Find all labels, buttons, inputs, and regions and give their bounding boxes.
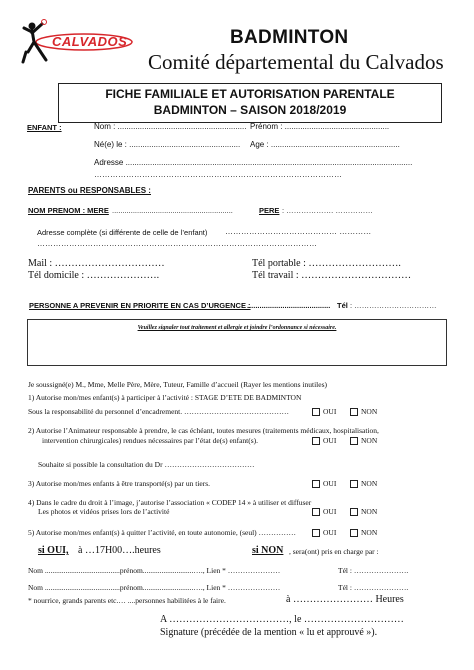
tel-domicile-field[interactable]: Tél domicile : ………………….: [28, 270, 160, 281]
pickup-row2-field[interactable]: Nom ........................................prénom...........................…., Lien * …………………: [28, 583, 281, 592]
form-title-line1: FICHE FAMILIALE ET AUTORISATION PARENTALE: [105, 87, 395, 101]
mere-field[interactable]: ..........................................................: [112, 206, 233, 215]
item5-non-checkbox[interactable]: NON: [350, 528, 377, 537]
pickup-row2-tel-field[interactable]: Tél : ………………….: [338, 583, 409, 592]
footnote-text: * nourrice, grands parents etc.… ....personnes habilitées à le faire.: [28, 596, 226, 605]
pickup-row1-field[interactable]: Nom ........................................prénom...........................…., Lien * …………………: [28, 566, 281, 575]
urgence-tel-field[interactable]: : ……………………………: [350, 301, 437, 310]
signature-label: Signature (précédée de la mention « lu et approuvé »).: [160, 627, 378, 638]
item1-text: 1) Autorise mon/mes enfant(s) à participer à l’activité : STAGE D’ETE DE BADMINTON: [28, 393, 302, 402]
adresse-complete-label: Adresse complète (si différente de celle de l’enfant): [37, 228, 208, 237]
item3-non-checkbox[interactable]: NON: [350, 479, 377, 488]
parents-address-field[interactable]: …………………………………… …………: [225, 227, 372, 236]
page-subtitle: Comité départemental du Calvados: [148, 50, 444, 74]
parents-label: PARENTS ou RESPONSABLES :: [28, 186, 151, 195]
enfant-label: ENFANT :: [27, 123, 62, 132]
autorisation-intro: Je soussigné(e) M., Mme, Melle Père, Mère, Tuteur, Famille d’accueil (Rayer les mentions inutiles): [28, 380, 328, 389]
form-title-line2: BADMINTON – SAISON 2018/2019: [153, 103, 347, 117]
pere-label: PERE: [259, 206, 280, 215]
enfant-address-line2[interactable]: …………………………………………………………………………………: [94, 170, 342, 179]
item2-oui-checkbox[interactable]: OUI: [312, 436, 336, 445]
item2b-text: intervention chirurgicales) rendues nécessaires par l’état de(s) enfant(s).: [42, 436, 259, 445]
traitement-box[interactable]: [27, 319, 447, 366]
item1b-text: Sous la responsabilité du personnel d’encadrement. ……………………………………: [28, 407, 289, 416]
si-oui-label: si OUI,: [38, 545, 69, 556]
item2c-text: Souhaite si possible la consultation du Dr ………………………………: [38, 460, 255, 469]
calvados-logo: [20, 18, 140, 70]
enfant-birthdate-field[interactable]: Né(e) le : ..................................................: [94, 140, 241, 149]
traitement-note: Veuillez signaler tout traitement et allergie et joindre l’ordonnance si nécessaire.: [137, 325, 337, 331]
item4-text: 4) Dans le cadre du droit à l’image, j’autorise l’association « CODEP 14 » à utiliser et diffuser: [28, 498, 312, 507]
enfant-address-field[interactable]: Adresse .................................................................................................................................: [94, 158, 413, 167]
enfant-prenom-field[interactable]: Prénom : ...............................................: [250, 122, 390, 131]
item2-text: 2) Autorise l’Animateur responsable à prendre, le cas échéant, toutes mesures (traitements médicaux, hospitalisation,: [28, 426, 379, 435]
enfant-nom-field[interactable]: Nom : ..........................................................: [94, 122, 247, 131]
nom-prenom-mere-label: NOM PRENOM : MERE: [28, 206, 109, 215]
pickup-row1-tel-field[interactable]: Tél : ………………….: [338, 566, 409, 575]
enfant-age-field[interactable]: Age : ..........................................................: [250, 140, 400, 149]
item4-oui-checkbox[interactable]: OUI: [312, 507, 336, 516]
item1-oui-checkbox[interactable]: OUI: [312, 407, 336, 416]
item5-oui-checkbox[interactable]: OUI: [312, 528, 336, 537]
urgence-name-field[interactable]: ........................................: [247, 301, 331, 310]
page-title: BADMINTON: [230, 27, 349, 48]
tel-portable-field[interactable]: Tél portable : ……………………….: [252, 258, 401, 269]
form-title-frame: [58, 83, 442, 123]
item2-non-checkbox[interactable]: NON: [350, 436, 377, 445]
urgence-tel-label: Tél: [337, 301, 348, 310]
si-oui-heure-field[interactable]: à …17H00….heures: [78, 545, 161, 556]
item4b-text: Les photos et vidéos prises lors de l’activité: [38, 507, 170, 516]
pere-field[interactable]: : ………………. ……………: [282, 206, 373, 215]
si-non-label: si NON: [252, 545, 284, 556]
tel-travail-field[interactable]: Tél travail : ……………………………: [252, 270, 412, 281]
pickup-heure-field[interactable]: à …………………… Heures: [286, 594, 404, 605]
item3-oui-checkbox[interactable]: OUI: [312, 479, 336, 488]
logo-text: CALVADOS: [52, 34, 128, 49]
item4-non-checkbox[interactable]: NON: [350, 507, 377, 516]
si-non-text: , sera(ont) pris en charge par :: [289, 547, 379, 556]
urgence-label: PERSONNE A PREVENIR EN PRIORITE EN CAS D’URGENCE :: [29, 301, 251, 310]
item5-text: 5) Autorise mon/mes enfant(s) à quitter l’activité, en toute autonomie, (seul) ……………: [28, 528, 297, 537]
item1-non-checkbox[interactable]: NON: [350, 407, 377, 416]
item3-text: 3) Autorise mon/mes enfants à être transporté(s) par un tiers.: [28, 479, 211, 488]
mail-field[interactable]: Mail : ……………………………: [28, 258, 165, 269]
parents-address-line2[interactable]: ……………………………………………………………………………………………: [37, 239, 317, 248]
signature-place-date-field[interactable]: A ………………………………, le …………………………: [160, 614, 404, 625]
